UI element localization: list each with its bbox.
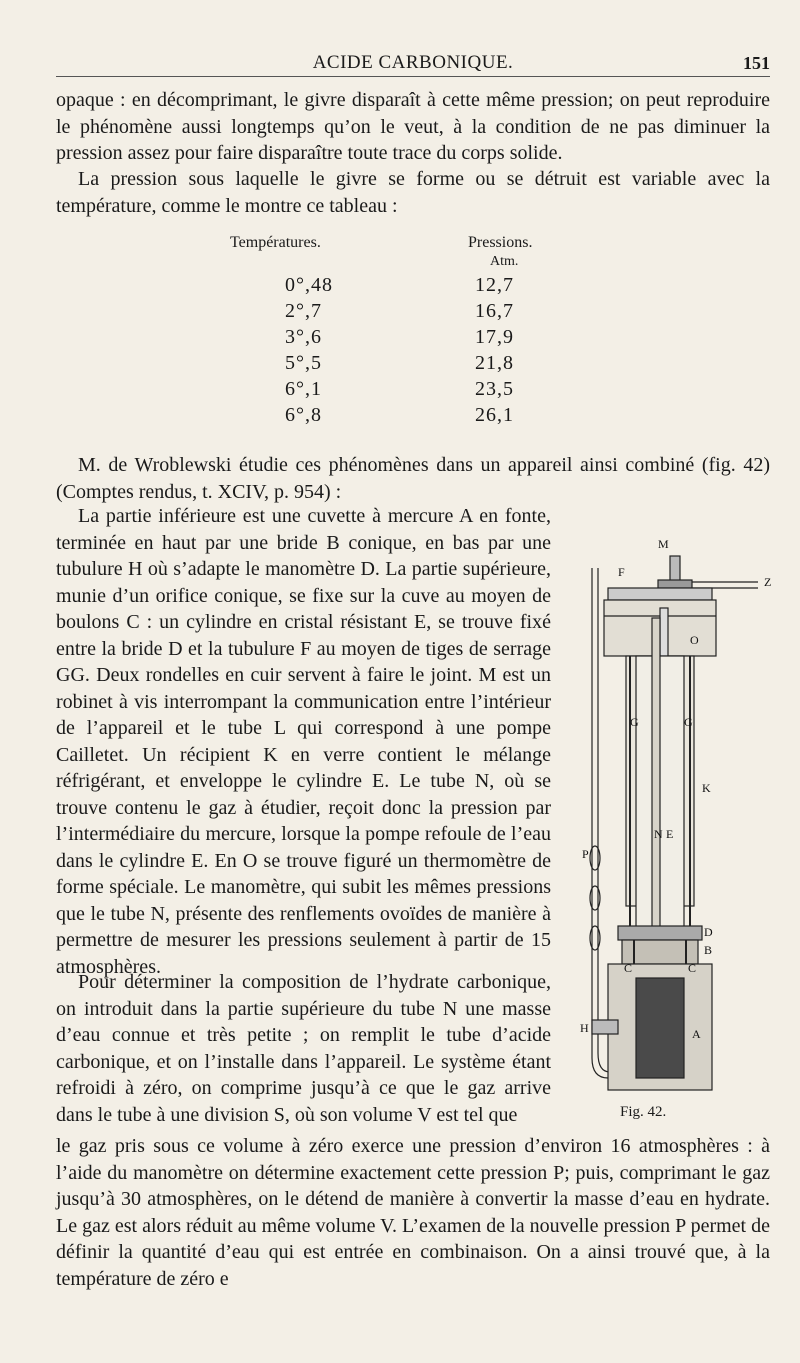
fig-label: F bbox=[618, 565, 625, 579]
fig-label: K bbox=[702, 781, 711, 795]
apparatus-figure bbox=[578, 528, 778, 1108]
paragraph-4: La partie inférieure est une cuvette à mercure A en fonte, terminée en haut par une bride B conique, en bas par une tubulure H où s’adapte le manomètre D. La partie supérieure, munie d’un orifice conique, se fixe sur la cuve au moyen de boulons C : un cylindre en cristal résistant E, se trouve fixé entre la bride D et la tubulure F au moyen de tiges de serrage GG. Deux rondelles en cuir servent à faire le joint. M est un robinet à vis interrompant la communication entre l’intérieur de l’appareil et le tube L qui correspond à une pompe Cailletet. Un récipient K en verre contient le mélange réfrigérant, et enveloppe le cylindre E. Le tube N, où se trouve contenu le gaz à étudier, reçoit donc la pression par l’intermédiaire du mercure, lorsque la pompe refoule de l’eau dans le cylindre E. En O se trouve figuré un thermomètre de forme spéciale. Le manomètre, qui subit les mêmes pressions que le tube N, présente des renflements ovoïdes de manière à permettre de mesurer les pressions seulement à partir de 15 atmosphères. bbox=[56, 505, 551, 978]
fig-label: G bbox=[684, 715, 693, 729]
table-cell-pres: 23,5 bbox=[475, 378, 514, 400]
paragraph-2: La pression sous laquelle le givre se forme ou se détruit est variable avec la température, comme le montre ce tableau : bbox=[56, 168, 770, 217]
paragraph-6: le gaz pris sous ce volume à zéro exerce une pression d’environ 16 atmosphères : à l’aide du manomètre on détermine exactement cette pression P; puis, comprimant le gaz jusqu’à 30 atmosphères, on le détend de manière à convertir la masse d’eau en hydrate. Le gaz est alors réduit au même volume V. L’examen de la nouvelle pression P permet de définir la quantité d’eau qui est entrée en combinaison. On a ainsi trouvé que, à la température de zéro e bbox=[56, 1135, 770, 1290]
table-cell-pres: 12,7 bbox=[475, 274, 514, 296]
flange-f bbox=[608, 588, 712, 600]
table-header-temperatures: Températures. bbox=[230, 234, 321, 251]
header-rule bbox=[56, 76, 770, 77]
fig-label: P bbox=[582, 847, 589, 861]
running-title: ACIDE CARBONIQUE. bbox=[312, 52, 514, 73]
flange-d bbox=[618, 926, 702, 940]
table-cell-pres: 17,9 bbox=[475, 326, 514, 348]
table-cell-pres: 21,8 bbox=[475, 352, 514, 374]
paragraph-3: M. de Wroblewski étudie ces phénomènes dans un appareil ainsi combiné (fig. 42) (Comptes rendus, t. XCIV, p. 954) : bbox=[56, 454, 770, 503]
table-unit: Atm. bbox=[490, 254, 519, 269]
table-cell-temp: 6°,1 bbox=[285, 378, 322, 400]
table-cell-temp: 3°,6 bbox=[285, 326, 322, 348]
table-cell-pres: 16,7 bbox=[475, 300, 514, 322]
paragraph-1: opaque : en décomprimant, le givre disparaît à cette même pression; on peut reproduire le phénomène aussi longtemps qu’on le veut, à la condition de ne pas diminuer la pression assez pour faire disparaître toute trace du corps solide. bbox=[56, 89, 770, 164]
table-cell-temp: 5°,5 bbox=[285, 352, 322, 374]
fig-label: G bbox=[630, 715, 639, 729]
fig-label: A bbox=[692, 1027, 701, 1041]
fig-label: C bbox=[688, 961, 697, 975]
table-cell-temp: 2°,7 bbox=[285, 300, 322, 322]
fig-label: D bbox=[704, 925, 713, 939]
fig-label: B bbox=[704, 943, 713, 957]
table-header-pressions: Pressions. bbox=[468, 234, 533, 251]
fig-label: E bbox=[666, 827, 674, 841]
table-cell-temp: 6°,8 bbox=[285, 404, 322, 426]
fig-label: Z bbox=[764, 575, 772, 589]
paragraph-5: Pour déterminer la composition de l’hydrate carbonique, on introduit dans la partie supérieure du tube N une masse d’eau connue et très petite ; on remplit le tube d’acide carbonique, et on l’installe dans l’appareil. Le système étant refroidi à zéro, on comprime jusqu’à ce que le gaz arrive dans le tube à une division S, où son volume V est tel que bbox=[56, 971, 551, 1126]
table-cell-temp: 0°,48 bbox=[285, 274, 333, 296]
fig-label: M bbox=[658, 537, 669, 551]
table-cell-pres: 26,1 bbox=[475, 404, 514, 426]
fig-label: O bbox=[690, 633, 699, 647]
fig-label: C bbox=[624, 961, 633, 975]
figure-caption: Fig. 42. bbox=[620, 1104, 667, 1120]
fig-label: H bbox=[580, 1021, 589, 1035]
page-number: 151 bbox=[743, 53, 770, 73]
tubulure-h bbox=[592, 1020, 618, 1034]
fig-label: N bbox=[654, 827, 663, 841]
